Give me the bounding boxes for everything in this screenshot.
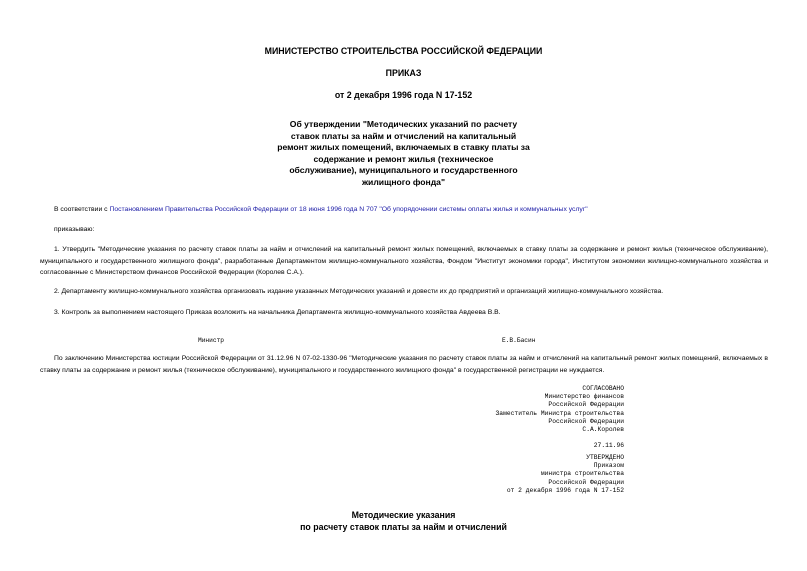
order-word: приказываю: (54, 226, 95, 233)
approved-block: УТВЕРЖДЕНО Приказом министра строительства Российской Федерации от 2 декабря 1996 года N 17-152 (506, 454, 624, 494)
title-line: обслуживание), муниципального и государственного (289, 165, 518, 176)
title-line: содержание и ремонт жилья (техническое (313, 153, 494, 164)
order-item-3: 3. Контроль за выполнением настоящего Приказа возложить на начальника Департамента жилищно-коммунального хозяйства Авдеева В.В. (54, 309, 501, 316)
preamble-text: В соответствии с (54, 206, 110, 213)
title-line: Об утверждении "Методических указаний по расчету (289, 119, 518, 129)
government-decree-link[interactable]: Постановлением Правительства Российской Федерации от 18 июня 1996 года N 707 "Об упорядочении системы оплаты жилья и коммунальных услуг" (109, 206, 588, 213)
agreed-block: СОГЛАСОВАНО Министерство финансов Российской Федерации Заместитель Министра строительства Российской Федерации С.А.Королев 27.11.96 (495, 385, 624, 450)
signature-name: Е.В.Басин (502, 337, 536, 344)
order-item-2: 2. Департаменту жилищно-коммунального хозяйства организовать издание указанных Методических указаний и довести их до предприятий и организаций жилищно-коммунального хозяйства. (54, 288, 664, 295)
title-line: ремонт жилых помещений, включаемых в ставку платы за (277, 142, 530, 153)
document-title (250, 119, 557, 189)
justice-note: По заключению Министерства юстиции Российской Федерации от 31.12.96 N 07-02-1330-96 "Методические указания по расчету ставок платы за найм и отчислений на капитальный ремонт жилых помещений, включаемых в ставку платы за содержание и ремонт жилья (техническое обслуживание), муниципального и государственного жилищного фонда" в государственной регистрации не нуждается. (40, 355, 768, 374)
preamble (54, 204, 588, 216)
order-item-1: 1. Утвердить "Методические указания по расчету ставок платы за найм и отчислений на капитальный ремонт жилых помещений, включаемых в ставку платы за содержание и ремонт жилья (техническое обслуживание), муниципального и государственного жилищного фонда", разработанные Департаментом жилищно-коммунального хозяйства, Фондом "Институт экономики города", Институтом экономики жилищно-коммунального хозяйства и согласованные с Министерством финансов Российской Федерации (Королев С.А.). (40, 246, 768, 277)
signature-position: Министр (198, 337, 224, 344)
title-line: жилищного фонда" (361, 176, 446, 187)
document-type: ПРИКАЗ (385, 68, 422, 78)
ministry-heading: МИНИСТЕРСТВО СТРОИТЕЛЬСТВА РОССИЙСКОЙ ФЕДЕРАЦИИ (264, 46, 543, 56)
appendix-title-line: по расчету ставок платы за найм и отчислений (300, 522, 507, 532)
document-date-number: от 2 декабря 1996 года N 17-152 (334, 90, 473, 100)
appendix-title-line: Методические указания (351, 510, 456, 520)
title-line: ставок платы за найм и отчислений на капитальный (290, 130, 517, 141)
